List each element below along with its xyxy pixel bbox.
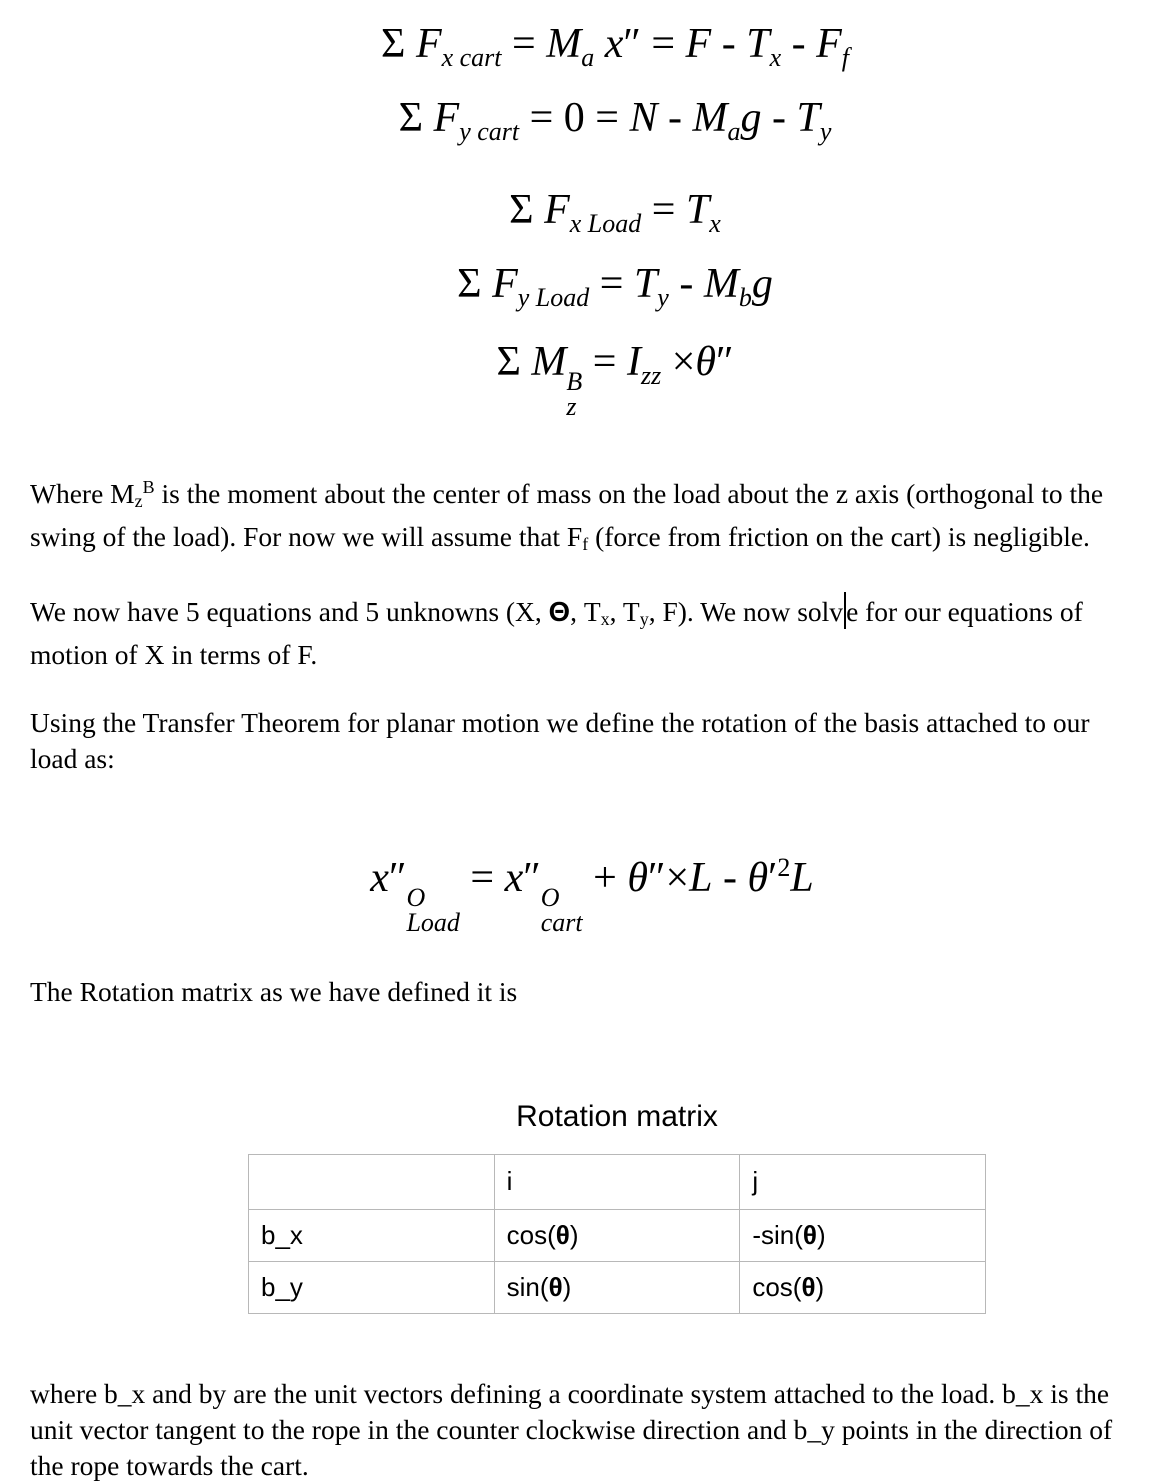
- eq-sum-moment-z: Σ M B z = $I_{zz} \times\theta''$: [496, 339, 734, 421]
- sup-sub-stack: O cart: [540, 883, 583, 938]
- sup-sub-stack: O Load: [406, 883, 460, 938]
- table-header: [249, 1154, 986, 1209]
- equation-block-top: [0, 0, 1160, 419]
- eq-sum-fx-load: Σ $F_{x Load} = T_x$: [509, 187, 721, 238]
- para-transfer-theorem-intro: Using the Transfer Theorem for planar motion we define the rotation of the basis attached to our load as:: [30, 707, 1090, 775]
- eq-transfer-theorem: x″ O Load = x″ O cart + $\theta''\times L - \theta'^2L$: [370, 853, 814, 938]
- table-row: [249, 1261, 986, 1313]
- equation-block-transfer: [0, 823, 1160, 938]
- sup-sub-stack: B z: [566, 367, 583, 421]
- theta-symbol: θ: [555, 1219, 570, 1250]
- table-body: [249, 1209, 986, 1313]
- table-header-cell: j: [740, 1154, 986, 1209]
- theta-symbol: θ: [548, 1271, 563, 1302]
- rotation-matrix-title: Rotation matrix: [516, 1099, 718, 1133]
- table-header-cell: i: [494, 1154, 740, 1209]
- table-header-cell: [249, 1154, 495, 1209]
- table-cell: b_y: [249, 1261, 495, 1313]
- para-unit-vectors: where b_x and by are the unit vectors defining a coordinate system attached to the load. b_x is the unit vector tangent to the rope in the counter clockwise direction and b_y points in the direction of the rope towards the cart.: [30, 1377, 1113, 1481]
- table-row: [249, 1209, 986, 1261]
- eq-sum-fy-load: Σ $F_{y Load} = T_y - M_bg$: [457, 261, 773, 312]
- table-cell: cos(θ): [740, 1261, 986, 1313]
- table-cell: b_x: [249, 1209, 495, 1261]
- table-cell: sin(θ): [494, 1261, 740, 1313]
- eq-sum-fy-cart: Σ $F_{y cart} = 0 = N - M_ag - T_y$: [398, 95, 832, 146]
- theta-symbol: θ: [802, 1219, 817, 1250]
- rotation-matrix-section: [248, 1098, 986, 1314]
- para-rotation-matrix-intro: The Rotation matrix as we have defined it is: [30, 975, 518, 1007]
- table-header-row: [249, 1154, 986, 1209]
- table-cell: cos(θ): [494, 1209, 740, 1261]
- rotation-matrix-table: [248, 1154, 986, 1314]
- table-cell: -sin(θ): [740, 1209, 986, 1261]
- para-five-equations: We now have 5 equations and 5 unknowns (X, Θ, Tx, Ty, F). We now solv e for our equations of motion of X in terms of F.: [30, 592, 1125, 673]
- theta-symbol: θ: [801, 1271, 816, 1302]
- para-moment-definition: Where $Mz^B$ is the moment about the center of mass on the load about the z axis (orthogonal to the swing of the load). For now we will assume that Ff (force from friction on the cart) is negligible.: [30, 477, 1104, 555]
- eq-sum-fx-cart: Σ $F_{x cart} = M_a$ $x'' = F - T_x - F_f$: [380, 21, 849, 72]
